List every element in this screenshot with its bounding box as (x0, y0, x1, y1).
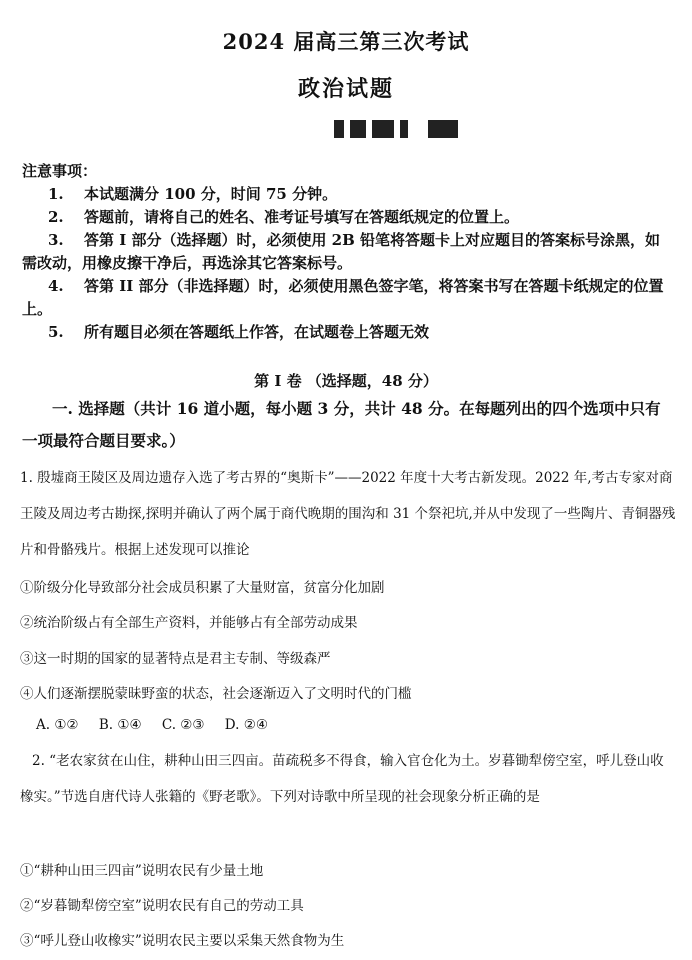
subject-title: 政治试题 (297, 76, 394, 102)
notice-item: 4. 答第 II 部分（非选择题）时，必须使用黑色签字笔，将答案书写在答题卡纸规定的位置上。 (22, 277, 664, 318)
option-d: D. ②④ (224, 717, 268, 733)
notice-item: 1. 本试题满分 100 分，时间 75 分钟。 (48, 185, 338, 203)
notice-item: 5. 所有题目必须在答题纸上作答，在试题卷上答题无效 (48, 323, 430, 341)
question-1-stem: 1. 殷墟商王陵区及周边遗存入选了考古界的“奥斯卡”——2022 年度十大考古新发现。2022 年,考古专家对商王陵及周边考古勘探,探明并确认了两个属于商代晚期的围沟和 31 个祭祀坑,并从中发现了一些陶片、青铜器残片和骨骼残片。根据上述发现可以推论 (20, 470, 676, 558)
notice-item: 2. 答题前，请将自己的姓名、准考证号填写在答题纸规定的位置上。 (48, 208, 520, 226)
section-title: 第 I 卷 （选择题，48 分） (254, 372, 438, 390)
q2-statement: ①“耕种山田三四亩”说明农民有少量土地 (20, 863, 264, 879)
q1-options (36, 717, 284, 733)
section-description: 一. 选择题（共计 16 道小题，每小题 3 分，共计 48 分。在每题列出的四个选项中只有一项最符合题目要求。） (22, 399, 661, 450)
q2-statement: ②“岁暮锄犁傍空室”说明农民有自己的劳动工具 (20, 898, 304, 914)
question-2-stem: 2. “老农家贫在山住，耕种山田三四亩。苗疏税多不得食，输入官仓化为土。岁暮锄犁傍空室，呼儿登山收橡实。”节选自唐代诗人张籍的《野老歌》。下列对诗歌中所呈现的社会现象分析正确的是 (20, 753, 664, 805)
exam-title: 2024 届高三第三次考试 (222, 29, 470, 54)
notice-heading: 注意事项： (22, 162, 98, 180)
q2-statement: ③“呼儿登山收橡实”说明农民主要以采集天然食物为生 (20, 933, 345, 949)
notice-item: 3. 答第 I 部分（选择题）时，必须使用 2B 铅笔将答题卡上对应题目的答案标号涂黑，如需改动，用橡皮擦干净后，再选涂其它答案标号。 (22, 231, 661, 272)
redacted-mark (334, 118, 458, 140)
option-c: C. ②③ (161, 717, 205, 733)
q1-statement: ②统治阶级占有全部生产资料，并能够占有全部劳动成果 (20, 615, 358, 631)
option-a: A. ①② (36, 717, 79, 733)
q1-statement: ③这一时期的国家的显著特点是君主专制、等级森严 (20, 651, 331, 667)
q1-statement: ①阶级分化导致部分社会成员积累了大量财富，贫富分化加剧 (20, 580, 385, 596)
q1-statement: ④人们逐渐摆脱蒙昧野蛮的状态，社会逐渐迈入了文明时代的门槛 (20, 686, 412, 702)
option-b: B. ①④ (98, 717, 142, 733)
